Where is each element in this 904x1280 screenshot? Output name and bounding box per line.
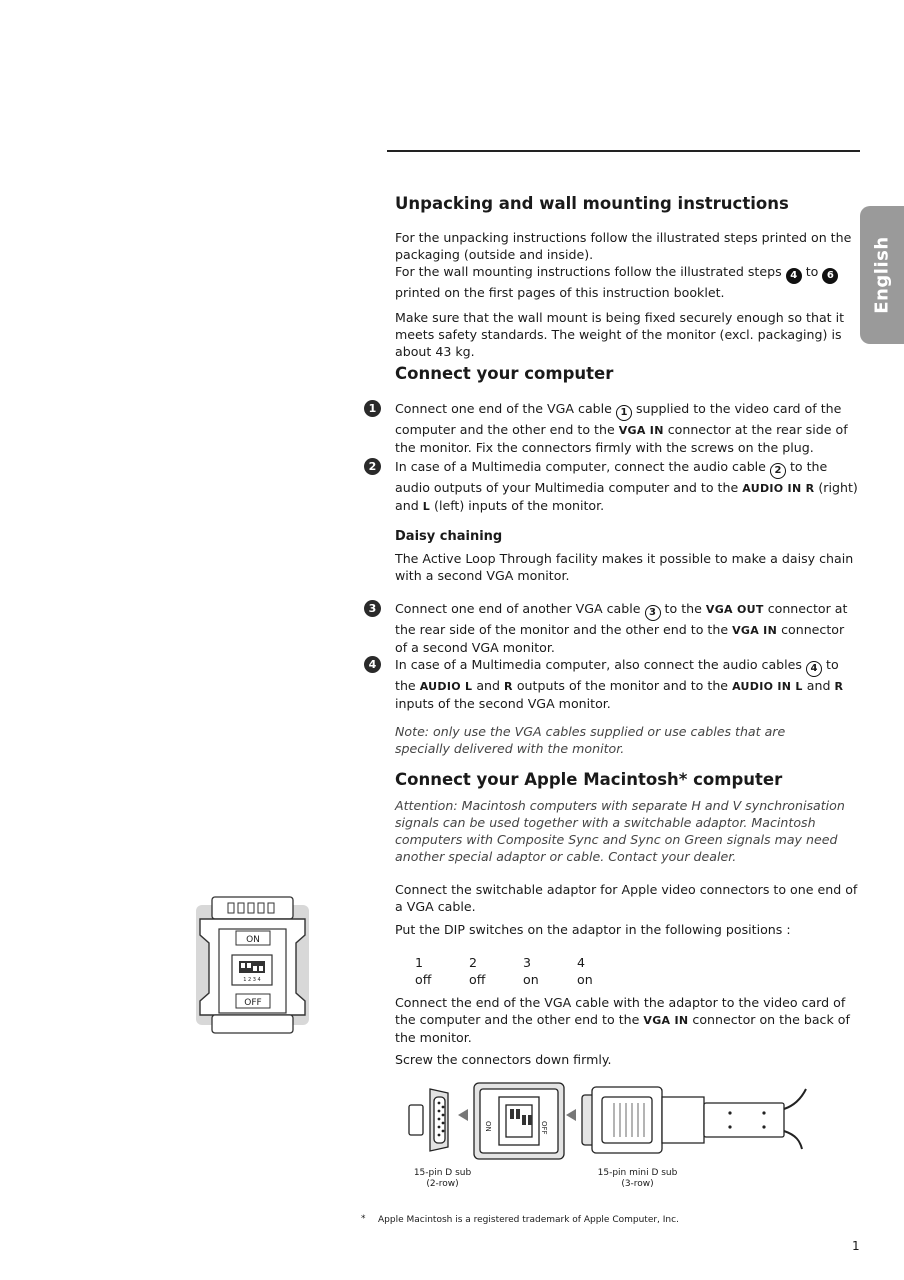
dip-state: on xyxy=(577,972,593,987)
dip-state: off xyxy=(415,972,432,987)
footnote-text: Apple Macintosh is a registered trademark of Apple Computer, Inc. xyxy=(378,1215,679,1225)
d-sub-side-icon xyxy=(409,1105,423,1135)
section-title-macintosh: Connect your Apple Macintosh* computer xyxy=(395,770,783,789)
step-2-text: In case of a Multimedia computer, connect the audio cable 2 to the audio outputs of your Multimedia computer and to the AUDIO IN R (right) and L (left) inputs of the monitor. xyxy=(395,459,858,513)
small-adaptor-off-label: OFF xyxy=(540,1121,548,1135)
cable-note: Note: only use the VGA cables supplied or use cables that are specially delivered with the monitor. xyxy=(395,724,786,756)
dip-number-row xyxy=(415,954,631,971)
dip-num: 2 xyxy=(469,955,478,970)
language-tab-label: English xyxy=(871,236,893,314)
adaptor-off-label: OFF xyxy=(244,998,262,1008)
screw-text: Screw the connectors down firmly. xyxy=(395,1052,612,1067)
adaptor-dip-numbers: 1 2 3 4 xyxy=(243,977,261,983)
section-title-unpacking: Unpacking and wall mounting instructions xyxy=(395,194,789,213)
dip-adaptor-illustration xyxy=(190,895,315,1040)
connect-adaptor-text: Connect the end of the VGA cable with the adaptor to the video card of the computer and the other end to the VGA IN connector on the back of the monitor. xyxy=(395,995,850,1045)
unpacking-body xyxy=(395,229,860,360)
step-bullet-2: 2 xyxy=(364,458,381,475)
adaptor-text: Connect the switchable adaptor for Apple video connectors to one end of a VGA cable. xyxy=(395,882,858,914)
dip-num: 3 xyxy=(523,955,532,970)
cable-1-icon: 1 xyxy=(616,405,632,421)
dip-num: 1 xyxy=(415,955,424,970)
step-bullet-1: 1 xyxy=(364,400,381,417)
dip-switch-table xyxy=(415,954,631,988)
cable-3-icon: 3 xyxy=(645,605,661,621)
daisy-chaining-title: Daisy chaining xyxy=(395,529,503,544)
caption-mini-d-sub: 15-pin mini D sub (3-row) xyxy=(597,1168,678,1189)
adaptor-on-label: ON xyxy=(246,935,260,945)
connection-diagram xyxy=(404,1075,814,1170)
top-rule xyxy=(387,150,860,152)
step-1-text: Connect one end of the VGA cable 1 supplied to the video card of the computer and the other end to the VGA IN connector at the rear side of the monitor. Fix the connectors firmly with the screws on the plug. xyxy=(395,401,848,455)
step-bullet-4: 4 xyxy=(364,656,381,673)
step-bullet-3: 3 xyxy=(364,600,381,617)
step-4-text: In case of a Multimedia computer, also connect the audio cables 4 to the AUDIO L and R outputs of the monitor and to the AUDIO IN L and R inputs of the second VGA monitor. xyxy=(395,657,844,711)
safety-text: Make sure that the wall mount is being fixed securely enough so that it meets safety standards. The weight of the monitor (excl. packaging) is about 43 kg. xyxy=(395,310,845,359)
dip-intro-text: Put the DIP switches on the adaptor in the following positions : xyxy=(395,922,791,937)
dip-state-row xyxy=(415,971,631,988)
step-6-icon: 6 xyxy=(822,268,838,284)
dip-state: on xyxy=(523,972,539,987)
wall-mount-text: For the wall mounting instructions follow the illustrated steps 4 to 6 printed on the first pages of this instruction booklet. xyxy=(395,263,860,301)
cable-4-icon: 4 xyxy=(806,661,822,677)
page-number: 1 xyxy=(852,1239,860,1253)
unpacking-text: For the unpacking instructions follow the illustrated steps printed on the packaging (outside and inside). xyxy=(395,230,852,262)
cable-2-icon: 2 xyxy=(770,463,786,479)
caption-d-sub: 15-pin D sub (2-row) xyxy=(413,1168,472,1189)
footnote-mark: * xyxy=(361,1214,366,1224)
step-3-text: Connect one end of another VGA cable 3 to the VGA OUT connector at the rear side of the monitor and the other end to the VGA IN connector of a second VGA monitor. xyxy=(395,601,848,655)
small-adaptor-on-label: ON xyxy=(484,1121,492,1132)
dip-state: off xyxy=(469,972,486,987)
arrow-left-icon xyxy=(458,1109,468,1121)
arrow-left-icon xyxy=(566,1109,576,1121)
daisy-chaining-text: The Active Loop Through facility makes it possible to make a daisy chain with a second VGA monitor. xyxy=(395,551,854,583)
vga-cable-plug xyxy=(582,1087,784,1153)
dip-num: 4 xyxy=(577,955,586,970)
section-title-connect-computer: Connect your computer xyxy=(395,364,614,383)
language-tab xyxy=(860,206,904,344)
step-4-icon: 4 xyxy=(786,268,802,284)
macintosh-attention: Attention: Macintosh computers with separate H and V synchronisation signals can be used together with a switchable adaptor. Macintosh computers with Composite Sync and Sync on Green signals may need another special adaptor or cable. Contact your dealer. xyxy=(395,798,845,864)
